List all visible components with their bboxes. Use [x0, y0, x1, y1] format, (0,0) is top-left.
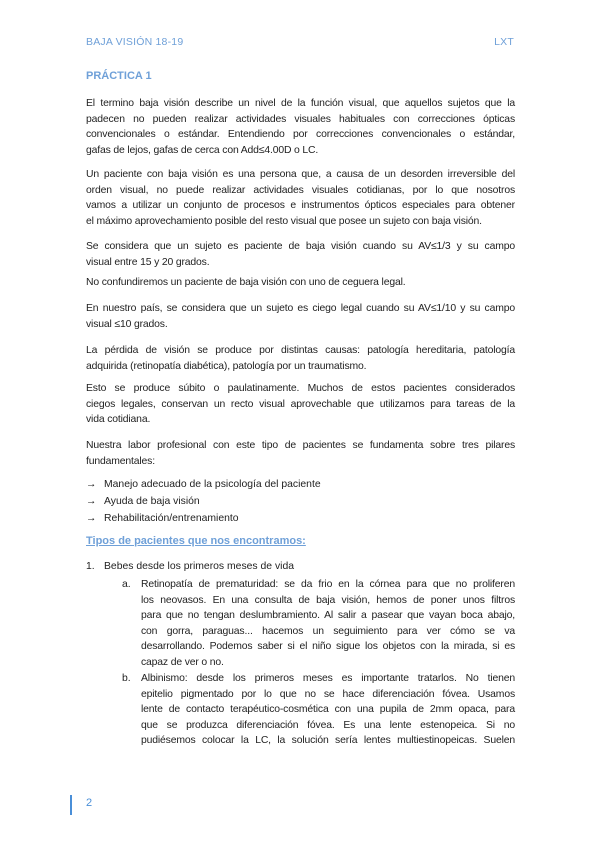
- text-line: No confundiremos un paciente de baja visión con uno de ceguera legal.: [86, 277, 406, 288]
- text-line: fundamentales:: [86, 455, 155, 467]
- arrow-icon: →: [86, 496, 97, 507]
- text-line: padecen no pueden realizar actividades visuales habituales con correcciones ópticas: [86, 113, 515, 125]
- text-line: pudiésemos colocar la LC, la solución sería lentes multiestinopeicas. Suelen: [141, 735, 515, 746]
- sublist-label-a: a.: [122, 579, 131, 590]
- paragraph: [86, 381, 515, 428]
- text-line: adquirida (retinopatía diabética), patología por un traumatismo.: [86, 360, 367, 372]
- text-line: vamos a utilizar un conjunto de procesos e instrumentos ópticos especiales para obtener: [86, 200, 515, 211]
- text-line: desarrollando. Podemos saber si el niño sigue los objetos con la mirada, si es: [141, 641, 515, 652]
- text-line: lente de contacto terapéutico-cosmética con una pupila de 2mm opaca, para: [141, 704, 515, 715]
- bullet-text: Manejo adecuado de la psicología del paciente: [104, 479, 321, 490]
- text-line: Se considera que un sujeto es paciente de baja visión cuando su AV≤1/3 y su campo: [86, 241, 515, 252]
- text-line: el máximo aprovechamiento posible del resto visual que posee un sujeto con baja visión.: [86, 215, 482, 227]
- text-line: capaz de ver o no.: [141, 656, 224, 668]
- text-line: los neovasos. En una consulta de baja visión, hemos de poner unos filtros: [141, 594, 515, 606]
- header-title: BAJA VISIÓN 18-19: [86, 36, 184, 48]
- text-line: visual entre 15 y 20 grados.: [86, 256, 210, 268]
- page-number-bar: [70, 795, 72, 815]
- list-number: 1.: [86, 561, 95, 572]
- bullet-text: Ayuda de baja visión: [104, 496, 200, 507]
- section-title: PRÁCTICA 1: [86, 70, 152, 82]
- arrow-icon: →: [86, 479, 97, 490]
- bullet-text: Rehabilitación/entrenamiento: [104, 513, 239, 524]
- paragraph: [86, 438, 515, 469]
- paragraph: [86, 275, 515, 291]
- text-line: Un paciente con baja visión es una persona que, a causa de un desorden irreversible del: [86, 169, 515, 180]
- paragraph: [141, 577, 515, 670]
- text-line: epitelio pigmentado por lo que no se hace diferenciación fóvea. Usamos: [141, 688, 515, 700]
- text-line: con gorra, paraguas... hacemos un seguimiento para ver cómo se va: [141, 625, 515, 637]
- text-line: ciegos legales, conservan un recto visual aprovechable que utilizamos para tareas de la: [86, 398, 515, 410]
- text-line: orden visual, no puede realizar actividades visuales cotidianas, por lo que nosotros: [86, 184, 515, 196]
- text-line: En nuestro país, se considera que un sujeto es ciego legal cuando su AV≤1/10 y su campo: [86, 303, 515, 314]
- text-line: convencionales o estándar. Entendiendo por correcciones convencionales o estándar,: [86, 129, 515, 140]
- bullet-item: [86, 494, 200, 510]
- paragraph: [86, 239, 515, 270]
- paragraph: [86, 343, 515, 374]
- arrow-icon: →: [86, 513, 97, 524]
- header-author: LXT: [494, 36, 514, 48]
- text-line: La pérdida de visión se produce por distintas causas: patología hereditaria, patología: [86, 345, 515, 356]
- bullet-item: [86, 477, 321, 493]
- list-item-text: Bebes desde los primeros meses de vida: [104, 561, 295, 572]
- paragraph: [86, 167, 515, 229]
- text-line: Nuestra labor profesional con este tipo de pacientes se fundamenta sobre tres pilares: [86, 440, 515, 451]
- text-line: gafas de lejos, gafas de cerca con Add≤4.00D o LC.: [86, 144, 319, 156]
- paragraph: [86, 96, 515, 158]
- text-line: que se produzca diferenciación fóvea. Es una lente estenopeica. Si no: [141, 719, 515, 731]
- text-line: para que no tengan deslumbramiento. Al salir a pasear que vayan boca abajo,: [141, 610, 515, 621]
- paragraph: [86, 301, 515, 332]
- paragraph: [141, 671, 515, 749]
- page-number: 2: [86, 797, 93, 809]
- text-line: vida cotidiana.: [86, 414, 151, 425]
- text-line: Esto se produce súbito o paulatinamente. Muchos de estos pacientes considerados: [86, 383, 515, 394]
- text-line: Albinismo: desde los primeros meses es importante tratarlos. No tienen: [141, 673, 515, 684]
- sublist-label-b: b.: [122, 673, 131, 684]
- subheading: Tipos de pacientes que nos encontramos:: [86, 535, 306, 547]
- text-line: visual ≤10 grados.: [86, 318, 168, 330]
- text-line: Retinopatía de prematuridad: se da frio en la córnea para que no proliferen: [141, 579, 515, 590]
- bullet-item: [86, 511, 239, 527]
- text-line: El termino baja visión describe un nivel de la función visual, que aquellos sujetos que la: [86, 98, 515, 109]
